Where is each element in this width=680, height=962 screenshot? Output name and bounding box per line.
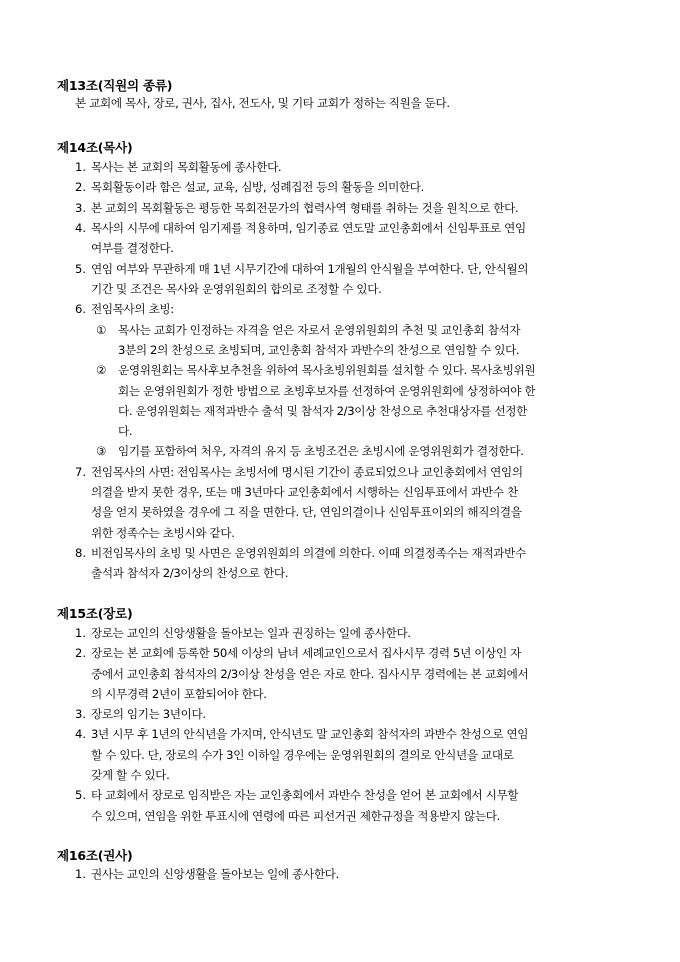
list-item-text: 할 수 있다. 단, 장로의 수가 3인 이하일 경우에는 운영위원회의 결의로 안식년을 교대로 xyxy=(91,748,514,762)
list-item-number: 5. xyxy=(75,262,87,276)
sub-item-number: ① xyxy=(96,323,107,337)
article-15-title: 제15조(장로) xyxy=(57,606,133,621)
list-item-number: 2. xyxy=(75,646,87,660)
sub-item-text: 임기를 포함하여 처우, 자격의 유지 등 초빙조건은 초빙시에 운영위원회가 결정한다. xyxy=(118,444,524,458)
list-item-number: 1. xyxy=(75,160,87,174)
list-item-text: 성을 얻지 못하였을 경우에 그 직을 면한다. 단, 연임의결이나 신임투표이외의 해직의결을 xyxy=(91,505,522,519)
list-item-text: 장로의 임기는 3년이다. xyxy=(91,707,206,721)
list-item-number: 7. xyxy=(75,465,87,479)
list-item-number: 1. xyxy=(75,867,87,881)
list-item-text: 수 있으며, 연임을 위한 투표시에 연령에 따른 피선거권 제한규정을 적용받지 않는다. xyxy=(91,809,500,823)
list-item-text: 의 시무경력 2년이 포함되어야 한다. xyxy=(91,687,267,701)
list-item-text: 목사의 시무에 대하여 임기제를 적용하며, 임기종료 연도말 교인총회에서 신임투표로 연임 xyxy=(91,221,526,235)
sub-item-text: 다. xyxy=(118,424,133,438)
list-item-text: 본 교회의 목회활동은 평등한 목회전문가의 협력사역 형태를 취하는 것을 원칙으로 한다. xyxy=(91,201,519,215)
list-item-number: 1. xyxy=(75,626,87,640)
list-item-number: 4. xyxy=(75,221,87,235)
sub-item-text: 회는 운영위원회가 정한 방법으로 초빙후보자를 선정하여 운영위원회에 상정하여야 한 xyxy=(118,384,536,398)
sub-item-number: ③ xyxy=(96,444,107,458)
article-16-title: 제16조(권사) xyxy=(57,848,133,863)
list-item-number: 8. xyxy=(75,546,87,560)
article-13-title: 제13조(직원의 종류) xyxy=(57,78,173,93)
list-item-text: 출석과 참석자 2/3이상의 찬성으로 한다. xyxy=(91,566,289,580)
sub-item-number: ② xyxy=(96,363,107,377)
sub-item-text: 운영위원회는 목사후보추천을 위하여 목사초빙위원회를 설치할 수 있다. 목사초빙위원 xyxy=(118,363,536,377)
list-item-text: 기간 및 조건은 목사와 운영위원회의 합의로 조정할 수 있다. xyxy=(91,282,382,296)
list-item-text: 목회활동이라 함은 설교, 교육, 심방, 성례집전 등의 활동을 의미한다. xyxy=(91,180,424,194)
list-item-number: 2. xyxy=(75,180,87,194)
article-13-text: 본 교회에 목사, 장로, 권사, 집사, 전도사, 및 기타 교회가 정하는 직원을 둔다. xyxy=(75,96,450,110)
list-item-text: 장로는 교인의 신앙생활을 돌아보는 일과 권징하는 일에 종사한다. xyxy=(91,626,411,640)
sub-item-text: 다. 운영위원회는 재적과반수 출석 및 참석자 2/3이상 찬성으로 추천대상자를 선정한 xyxy=(118,404,528,418)
list-item-text: 전임목사의 초빙: xyxy=(91,302,174,316)
list-item-number: 5. xyxy=(75,788,87,802)
list-item-number: 3. xyxy=(75,201,87,215)
sub-item-text: 목사는 교회가 인정하는 자격을 얻은 자로서 운영위원회의 추천 및 교인총회 참석자 xyxy=(118,323,521,337)
list-item-text: 중에서 교인총회 참석자의 2/3이상 찬성을 얻은 자로 한다. 집사시무 경력에는 본 교회에서 xyxy=(91,667,529,681)
article-14-title: 제14조(목사) xyxy=(57,140,133,155)
list-item-text: 위한 정족수는 초빙시와 같다. xyxy=(91,526,235,540)
list-item-text: 권사는 교인의 신앙생활을 돌아보는 일에 종사한다. xyxy=(91,867,339,881)
list-item-text: 목사는 본 교회의 목회활동에 종사한다. xyxy=(91,160,282,174)
list-item-text: 전임목사의 사면: 전임목사는 초빙서에 명시된 기간이 종료되었으나 교인총회에서 연임의 xyxy=(91,465,523,479)
sub-item-text: 3분의 2의 찬성으로 초빙되며, 교인총회 참석자 과반수의 찬성으로 연임할 수 있다. xyxy=(118,343,520,357)
list-item-text: 비전임목사의 초빙 및 사면은 운영위원회의 의결에 의한다. 이때 의결정족수는 재적과반수 xyxy=(91,546,526,560)
list-item-number: 6. xyxy=(75,302,87,316)
list-item-text: 갖게 할 수 있다. xyxy=(91,768,170,782)
list-item-text: 의결을 받지 못한 경우, 또는 매 3년마다 교인총회에서 시행하는 신임투표에서 과반수 찬 xyxy=(91,485,518,499)
list-item-number: 4. xyxy=(75,727,87,741)
list-item-text: 3년 시무 후 1년의 안식년을 가지며, 안식년도 말 교인총회 참석자의 과반수 찬성으로 연임 xyxy=(91,727,529,741)
list-item-number: 3. xyxy=(75,707,87,721)
list-item-text: 연임 여부와 무관하게 매 1년 시무기간에 대하여 1개월의 안식월을 부여한다. 단, 안식월의 xyxy=(91,262,529,276)
list-item-text: 타 교회에서 장로로 임직받은 자는 교인총회에서 과반수 찬성을 얻어 본 교회에서 시무할 xyxy=(91,788,519,802)
list-item-text: 장로는 본 교회에 등록한 50세 이상의 남녀 세례교인으로서 집사시무 경력 5년 이상인 자 xyxy=(91,646,521,660)
list-item-text: 여부를 결정한다. xyxy=(91,241,174,255)
